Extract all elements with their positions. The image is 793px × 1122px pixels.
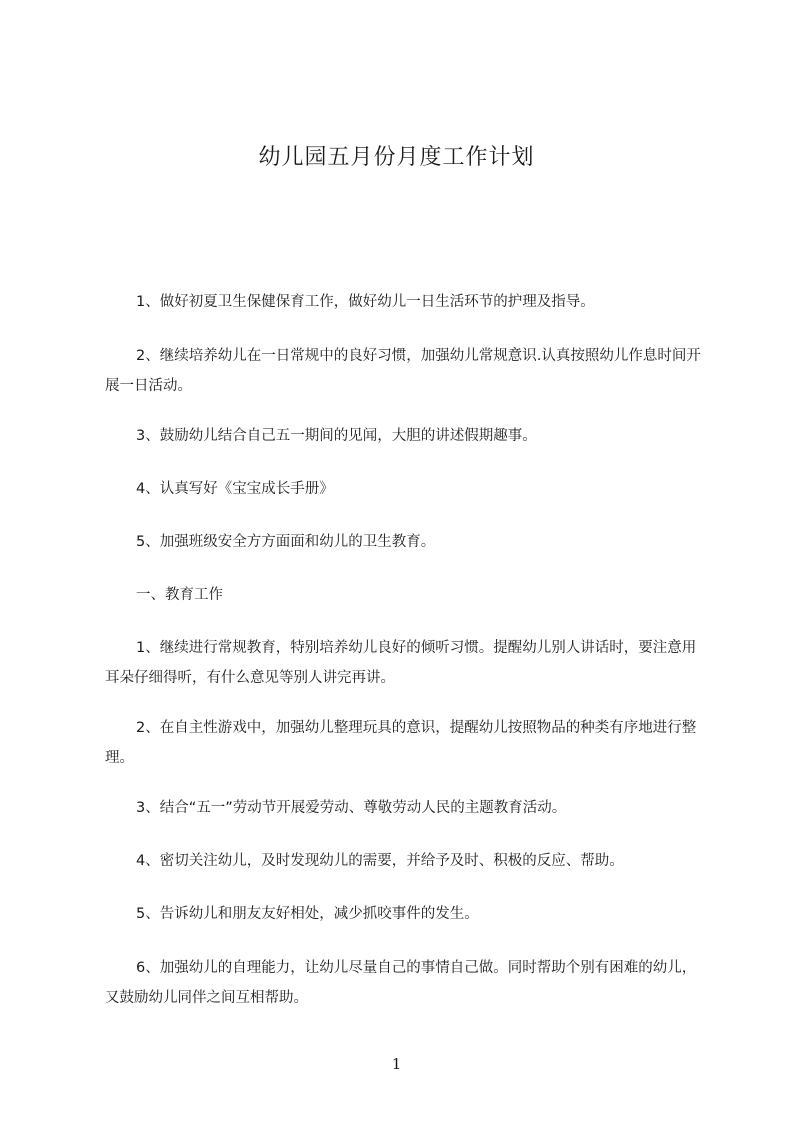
paragraph: 2、继续培养幼儿在一日常规中的良好习惯，加强幼儿常规意识.认真按照幼儿作息时间开展一日活动。: [105, 348, 701, 394]
paragraph: 1、继续进行常规教育，特别培养幼儿良好的倾听习惯。提醒幼儿别人讲话时，要注意用耳朵仔细得听，有什么意见等别人讲完再讲。: [105, 640, 697, 686]
paragraph: 2、在自主性游戏中，加强幼儿整理玩具的意识，提醒幼儿按照物品的种类有序地进行整理。: [105, 720, 697, 766]
section-heading: 一、教育工作: [136, 587, 223, 603]
paragraph: 3、结合“五一”劳动节开展爱劳动、尊敬劳动人民的主题教育活动。: [136, 800, 567, 816]
paragraph: 5、加强班级安全方方面面和幼儿的卫生教育。: [136, 534, 436, 550]
paragraph: 6、加强幼儿的自理能力，让幼儿尽量自己的事情自己做。同时帮助个别有困难的幼儿，又鼓励幼儿同伴之间互相帮助。: [105, 960, 697, 1006]
page-number: 1: [391, 1055, 402, 1073]
paragraph: 5、告诉幼儿和朋友友好相处，减少抓咬事件的发生。: [136, 906, 479, 922]
paragraph: 3、鼓励幼儿结合自己五一期间的见闻，大胆的讲述假期趣事。: [136, 428, 537, 444]
paragraph: 1、做好初夏卫生保健保育工作，做好幼儿一日生活环节的护理及指导。: [136, 294, 595, 310]
page-title: 幼儿园五月份月度工作计划: [258, 145, 535, 170]
paragraph: 4、认真写好《宝宝成长手册》: [136, 481, 334, 497]
paragraph: 4、密切关注幼儿，及时发现幼儿的需要，并给予及时、积极的反应、帮助。: [136, 853, 624, 869]
